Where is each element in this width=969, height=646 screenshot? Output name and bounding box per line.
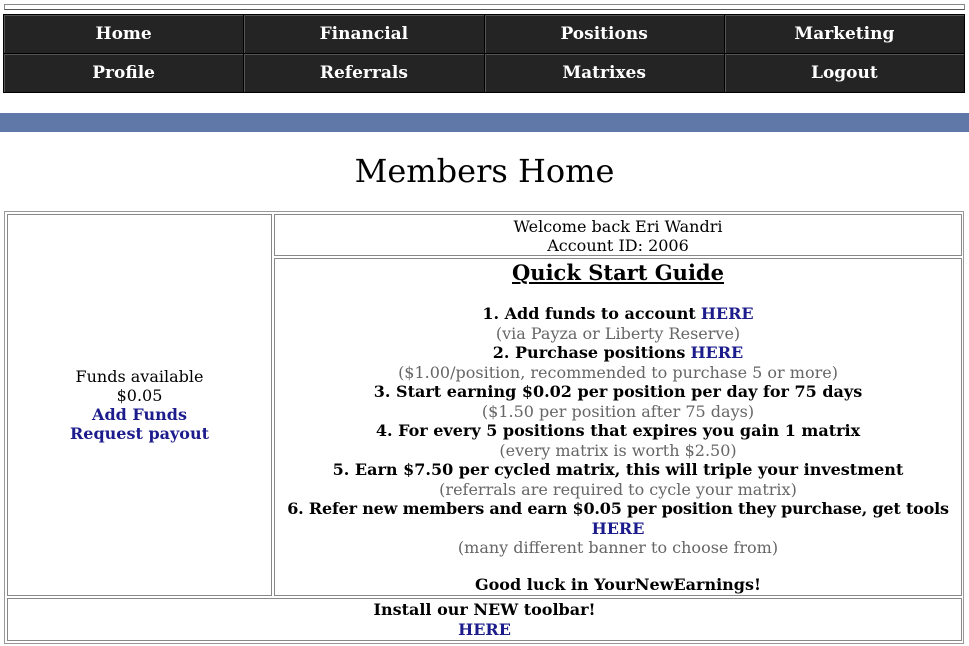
nav-label[interactable]: Marketing: [794, 24, 895, 44]
nav-label[interactable]: Financial: [319, 24, 409, 44]
step-3-note: ($1.50 per position after 75 days): [481, 401, 755, 421]
step-3: 3. Start earning $0.02 per position per day for 75 days: [373, 382, 863, 401]
nav-label[interactable]: Home: [95, 24, 152, 44]
funds-cell: [7, 214, 272, 596]
step-6: 6. Refer new members and earn $0.05 per position they purchase, get tools: [287, 499, 949, 518]
step-2-note: ($1.00/position, recommended to purchase 5 or more): [398, 362, 838, 382]
nav-item-matrixes[interactable]: [484, 54, 724, 93]
main-nav: [3, 14, 965, 93]
top-frame-line: [4, 4, 965, 10]
nav-item-marketing[interactable]: [724, 15, 964, 54]
nav-item-referrals[interactable]: [244, 54, 484, 93]
nav-item-financial[interactable]: [244, 15, 484, 54]
step-4: 4. For every 5 positions that expires you gain 1 matrix: [375, 421, 861, 440]
nav-item-logout[interactable]: [724, 54, 964, 93]
page-title: Members Home: [354, 152, 615, 190]
nav-label[interactable]: Logout: [811, 63, 878, 83]
nav-label[interactable]: Matrixes: [562, 63, 646, 83]
step-2: 2. Purchase positions: [492, 343, 686, 362]
nav-item-profile[interactable]: [4, 54, 244, 93]
step-1: 1. Add funds to account: [482, 304, 696, 323]
account-id: Account ID: 2006: [547, 236, 689, 255]
quick-start-guide: [274, 258, 962, 596]
toolbar-here-link[interactable]: HERE: [458, 620, 511, 639]
request-payout-link[interactable]: Request payout: [70, 424, 209, 443]
funds-value: $0.05: [116, 386, 163, 405]
step-5: 5. Earn $7.50 per cycled matrix, this will triple your investment: [332, 460, 904, 479]
funds-label: Funds available: [75, 367, 204, 386]
members-panel: [4, 211, 964, 644]
nav-item-positions[interactable]: [484, 15, 724, 54]
step-2-here-link[interactable]: HERE: [690, 343, 744, 362]
step-4-note: (every matrix is worth $2.50): [499, 440, 737, 460]
nav-label[interactable]: Profile: [92, 63, 155, 83]
add-funds-link[interactable]: Add Funds: [92, 405, 187, 424]
header-band: [0, 113, 969, 132]
step-6-here-link[interactable]: HERE: [591, 518, 645, 538]
nav-label[interactable]: Referrals: [319, 63, 408, 83]
closing-text: Good luck in YourNewEarnings!: [474, 574, 762, 594]
step-5-note: (referrals are required to cycle your matrix): [439, 479, 797, 499]
welcome-cell: [274, 214, 962, 256]
guide-title: Quick Start Guide: [512, 260, 724, 285]
step-1-here-link[interactable]: HERE: [700, 304, 754, 323]
toolbar-text: Install our NEW toolbar!: [373, 600, 596, 619]
welcome-text: Welcome back Eri Wandri: [513, 217, 723, 236]
toolbar-cell: [7, 598, 962, 641]
nav-label[interactable]: Positions: [560, 24, 648, 44]
nav-item-home[interactable]: [4, 15, 244, 54]
step-1-note: (via Payza or Liberty Reserve): [495, 323, 741, 343]
step-6-note: (many different banner to choose from): [457, 538, 779, 557]
